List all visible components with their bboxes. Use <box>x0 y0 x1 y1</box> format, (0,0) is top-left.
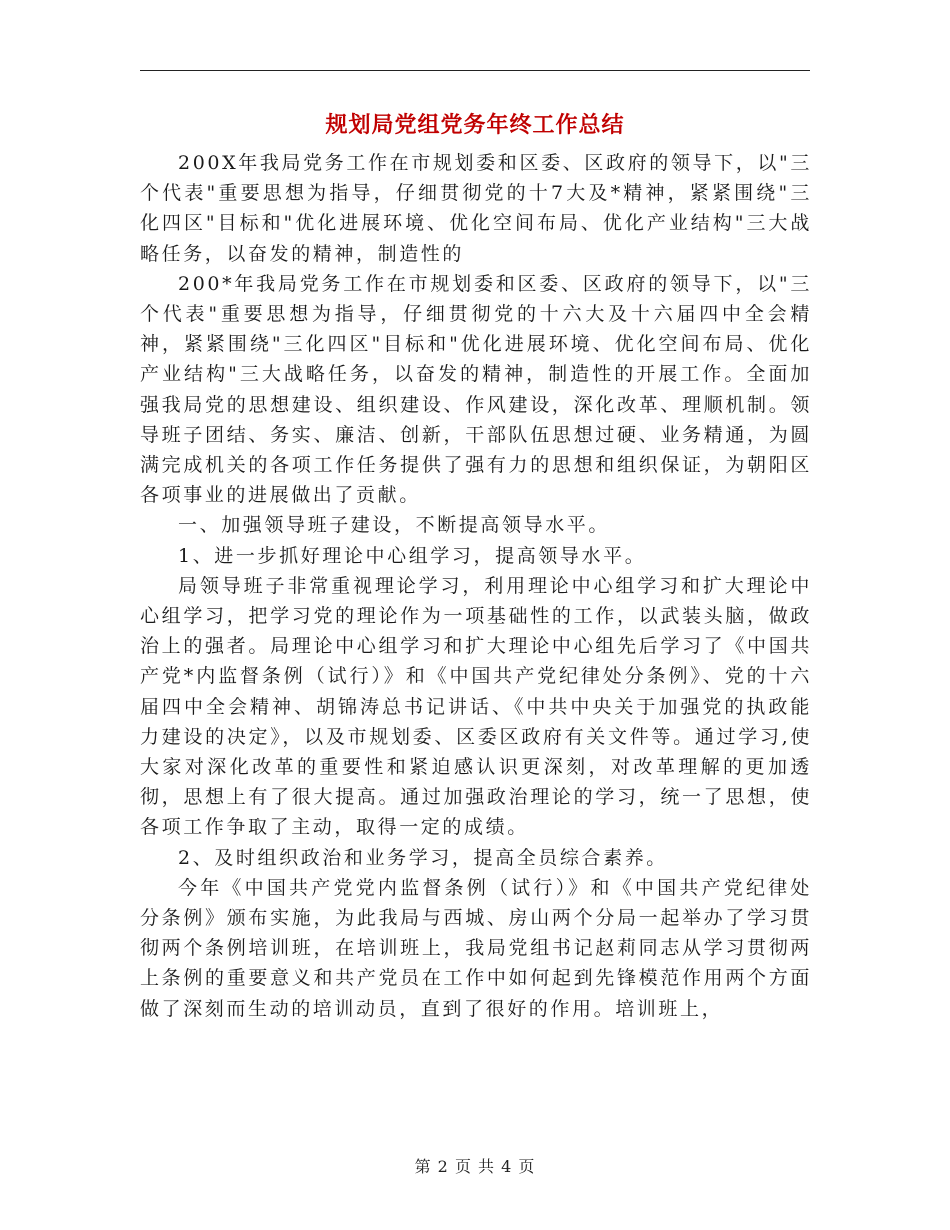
paragraph: 局领导班子非常重视理论学习，利用理论中心组学习和扩大理论中心组学习，把学习党的理论作为一项基础性的工作，以武装头脑，做政治上的强者。局理论中心组学习和扩大理论中心组先后学习了《中国共产党*内监督条例（试行）》和《中国共产党纪律处分条例》、党的十六届四中全会精神、胡锦涛总书记讲话、《中共中央关于加强党的执政能力建设的决定》，以及市规划委、区委区政府有关文件等。通过学习,使大家对深化改革的重要性和紧迫感认识更深刻，对改革理解的更加透彻，思想上有了很大提高。通过加强政治理论的学习，统一了思想，使各项工作争取了主动，取得一定的成绩。 <box>140 574 812 839</box>
page-number: 第 2 页 共 4 页 <box>414 1157 536 1176</box>
subsection-heading: 2、及时组织政治和业务学习，提高全员综合素养。 <box>178 846 668 869</box>
document-title: 规划局党组党务年终工作总结 <box>325 113 625 138</box>
document-body <box>140 148 812 1024</box>
header-rule <box>140 70 810 71</box>
paragraph: 今年《中国共产党党内监督条例（试行）》和《中国共产党纪律处分条例》颁布实施，为此我局与西城、房山两个分局一起举办了学习贯彻两个条例培训班，在培训班上，我局党组书记赵莉同志从学习贯彻两上条例的重要意义和共产党员在工作中如何起到先锋模范作用两个方面做了深刻而生动的培训动员，直到了很好的作用。培训班上， <box>140 876 812 1020</box>
section-heading: 一、加强领导班子建设，不断提高领导水平。 <box>178 514 611 537</box>
paragraph: 200*年我局党务工作在市规划委和区委、区政府的领导下，以"三个代表"重要思想为指导，仔细贯彻党的十六大及十六届四中全会精神，紧紧围绕"三化四区"目标和"优化进展环境、优化空间布局、优化产业结构"三大战略任务，以奋发的精神，制造性的开展工作。全面加强我局党的思想建设、组织建设、作风建设，深化改革、理顺机制。领导班子团结、务实、廉洁、创新，干部队伍思想过硬、业务精通，为圆满完成机关的各项工作任务提供了强有力的思想和组织保证，为朝阳区各项事业的进展做出了贡献。 <box>140 272 812 507</box>
subsection-heading: 1、进一步抓好理论中心组学习，提高领导水平。 <box>178 544 647 567</box>
paragraph: 200X年我局党务工作在市规划委和区委、区政府的领导下，以"三个代表"重要思想为指导，仔细贯彻党的十7大及*精神，紧紧围绕"三化四区"目标和"优化进展环境、优化空间布局、优化产业结构"三大战略任务，以奋发的精神，制造性的 <box>140 152 812 265</box>
